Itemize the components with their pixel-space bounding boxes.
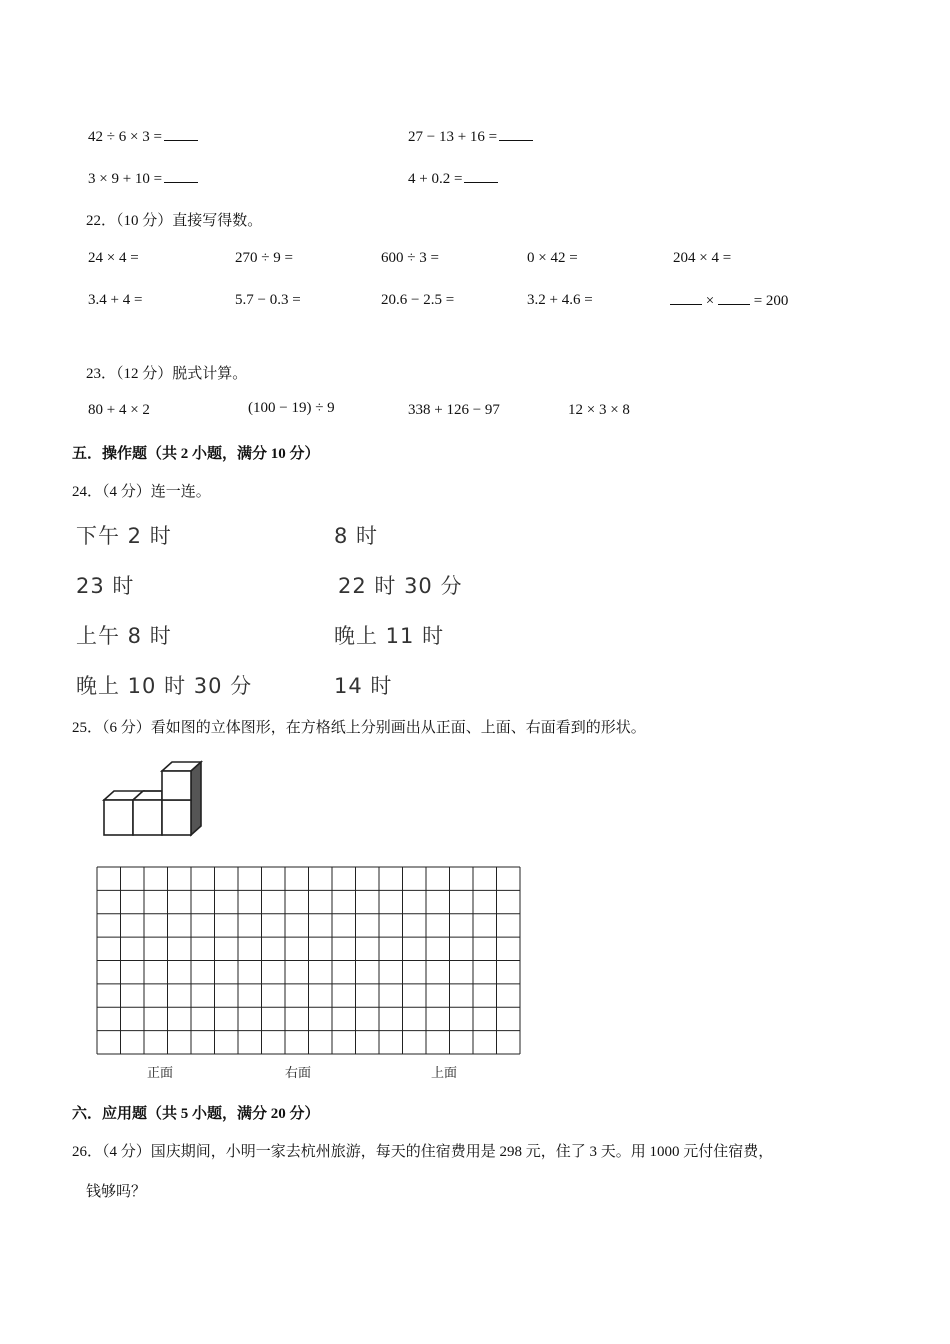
q24-title: 24．（4 分）连一连。 — [72, 484, 211, 500]
q24-left-2[interactable]: 23 时 — [76, 574, 135, 598]
q24-left-3[interactable]: 上午 8 时 — [76, 624, 172, 648]
answer-blank[interactable] — [164, 170, 198, 183]
cube-front-2 — [133, 800, 162, 835]
grid-paper[interactable] — [96, 866, 522, 1056]
answer-blank[interactable] — [718, 292, 750, 305]
cube-figure — [100, 758, 210, 840]
q24-right-1[interactable]: 8 时 — [334, 524, 379, 548]
q22-r1-c5: 204 × 4 = — [673, 250, 732, 266]
q22-r2-c4: 3.2 + 4.6 = — [527, 292, 593, 308]
q22-r1-c3: 600 ÷ 3 = — [381, 250, 439, 266]
q23-item-1: 80 + 4 × 2 — [88, 402, 150, 418]
expression: 4 + 0.2 = — [408, 171, 463, 187]
q21-item-1 — [88, 128, 198, 146]
expression: 27 − 13 + 16 = — [408, 129, 498, 145]
cube-front-4 — [162, 771, 191, 800]
q24-right-3[interactable]: 晚上 11 时 — [334, 624, 445, 648]
q22-r2-c3: 20.6 − 2.5 = — [381, 292, 455, 308]
grid-label-front: 正面 — [147, 1066, 174, 1081]
q22-r1-c1: 24 × 4 = — [88, 250, 139, 266]
q22-r1-c4: 0 × 42 = — [527, 250, 578, 266]
q25-title: 25．（6 分）看如图的立体图形，在方格纸上分别画出从正面、上面、右面看到的形状。 — [72, 720, 646, 736]
answer-blank[interactable] — [464, 170, 498, 183]
cube-front-3 — [162, 800, 191, 835]
q24-right-2[interactable]: 22 时 30 分 — [338, 574, 463, 598]
q22-r2-c5 — [670, 292, 788, 310]
q21-item-2 — [408, 128, 533, 146]
q26-line-2: 钱够吗？ — [86, 1184, 147, 1200]
q23-item-4: 12 × 3 × 8 — [568, 402, 630, 418]
q22-r2-c1: 3.4 + 4 = — [88, 292, 143, 308]
q23-title: 23．（12 分）脱式计算。 — [86, 366, 248, 382]
q21-item-3 — [88, 170, 198, 188]
expression: 3 × 9 + 10 = — [88, 171, 163, 187]
q21-item-4 — [408, 170, 498, 188]
q24-left-1[interactable]: 下午 2 时 — [76, 524, 172, 548]
q22-r2-c2: 5.7 − 0.3 = — [235, 292, 301, 308]
answer-blank[interactable] — [499, 128, 533, 141]
q23-item-2: (100 − 19) ÷ 9 — [248, 400, 335, 416]
q23-item-3: 338 + 126 − 97 — [408, 402, 500, 418]
expression: 42 ÷ 6 × 3 = — [88, 129, 162, 145]
result: = 200 — [753, 293, 789, 309]
q22-r1-c2: 270 ÷ 9 = — [235, 250, 293, 266]
cube-right-side — [191, 762, 201, 835]
answer-blank[interactable] — [670, 292, 702, 305]
section-5-heading: 五．操作题（共 2 小题，满分 10 分） — [72, 446, 320, 462]
section-6-heading: 六．应用题（共 5 小题，满分 20 分） — [72, 1106, 320, 1122]
q26-line-1: 26．（4 分）国庆期间，小明一家去杭州旅游，每天的住宿费用是 298 元，住了 3 天。用 1000 元付住宿费， — [72, 1144, 774, 1160]
q24-left-4[interactable]: 晚上 10 时 30 分 — [76, 674, 253, 698]
grid-label-right: 右面 — [285, 1066, 312, 1081]
q22-title: 22．（10 分）直接写得数。 — [86, 213, 263, 229]
cube-front-1 — [104, 800, 133, 835]
grid-label-top: 上面 — [431, 1066, 458, 1081]
answer-blank[interactable] — [164, 128, 198, 141]
times-sign: × — [705, 293, 715, 309]
q24-right-4[interactable]: 14 时 — [334, 674, 393, 698]
